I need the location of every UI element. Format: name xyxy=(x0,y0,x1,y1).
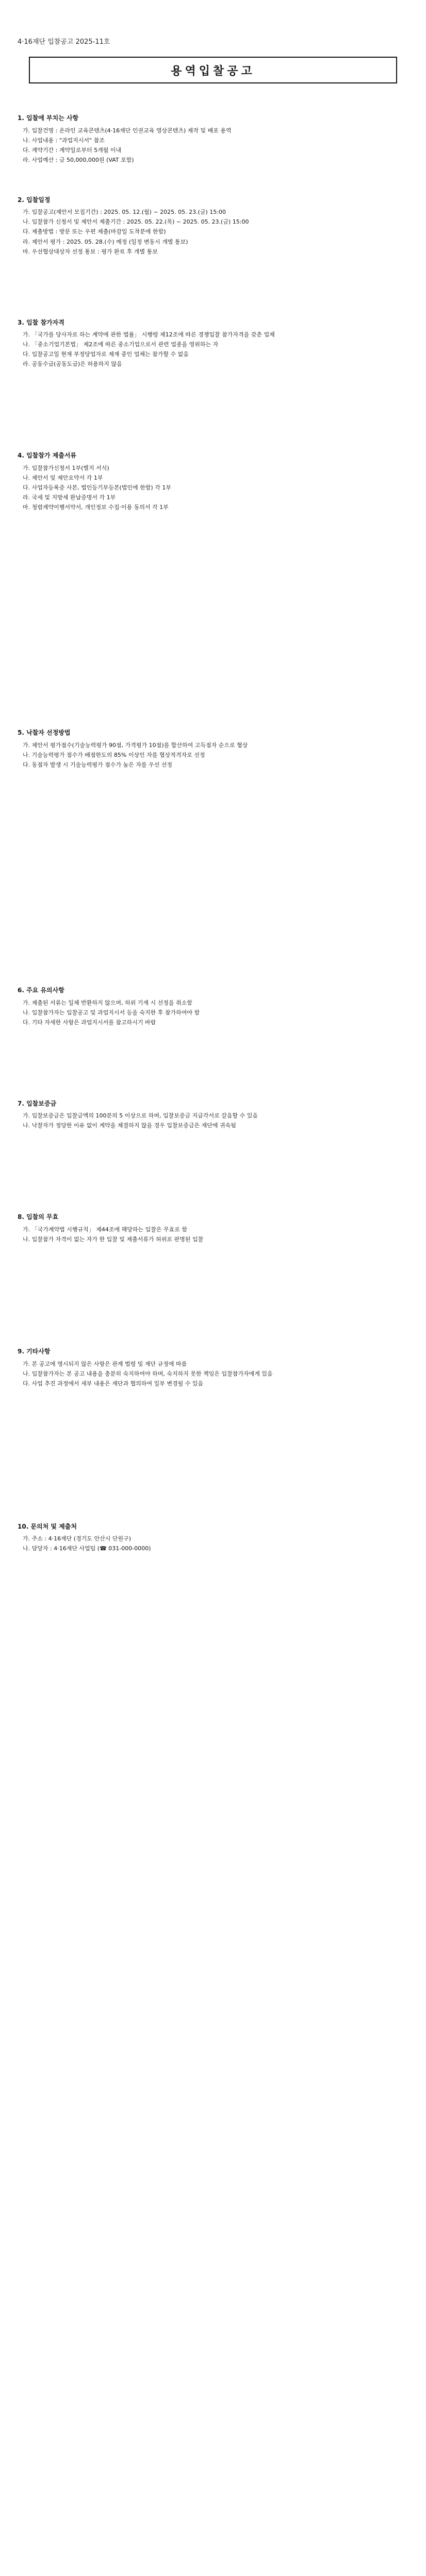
page-title: 용역입찰공고 xyxy=(171,64,255,78)
section-title: 10. 문의처 및 제출처 xyxy=(18,1522,77,1530)
section-title: 3. 입찰 참가자격 xyxy=(18,318,64,326)
section-line: 다. 제출방법 : 방문 또는 우편 제출(마감일 도착분에 한함) xyxy=(23,228,166,235)
section-line: 가. 제출된 서류는 일체 반환하지 않으며, 허위 기재 시 선정을 취소함 xyxy=(23,999,192,1006)
section-line: 가. 「국가계약법 시행규칙」 제44조에 해당하는 입찰은 무효로 함 xyxy=(23,1226,187,1233)
section-line: 라. 공동수급(공동도급)은 허용하지 않음 xyxy=(23,361,122,368)
section-line: 가. 입찰공고(제안서 모집기간) : 2025. 05. 12.(월) ~ 2025. 05. 23.(금) 15:00 xyxy=(23,209,226,216)
section-title: 4. 입찰참가 제출서류 xyxy=(18,452,77,460)
title-box xyxy=(29,57,397,83)
section-title: 2. 입찰일정 xyxy=(18,196,51,204)
section-title: 1. 입찰에 부치는 사항 xyxy=(18,114,79,122)
section-line: 나. 기술능력평가 점수가 배점한도의 85% 이상인 자를 협상적격자로 선정 xyxy=(23,751,205,758)
section-line: 다. 동점자 발생 시 기술능력평가 점수가 높은 자를 우선 선정 xyxy=(23,761,172,768)
section xyxy=(18,1522,408,1553)
section-line: 가. 입찰참가신청서 1부(별지 서식) xyxy=(23,464,109,471)
section-title: 5. 낙찰자 선정방법 xyxy=(18,729,71,737)
section xyxy=(18,318,408,369)
section-line: 나. 입찰참가자는 본 공고 내용을 충분히 숙지하여야 하며, 숙지하지 못한 책임은 입찰참가자에게 있음 xyxy=(23,1370,273,1377)
section-line: 다. 계약기간 : 계약일로부터 5개월 이내 xyxy=(23,146,122,154)
section-line: 다. 입찰공고일 현재 부정당업자로 제재 중인 업체는 참가할 수 없음 xyxy=(23,351,189,358)
section-line: 가. 주소 : 4·16재단 (경기도 안산시 단원구) xyxy=(23,1535,132,1543)
section-title: 9. 기타사항 xyxy=(18,1348,51,1355)
section xyxy=(18,1099,408,1130)
section xyxy=(18,986,408,1027)
section-line: 나. 사업내용 : "과업지시서" 참조 xyxy=(23,137,105,144)
notice-reference: 4·16재단 입찰공고 2025-11호 xyxy=(18,38,110,46)
section-line: 가. 입찰건명 : 온라인 교육콘텐츠(4·16재단 인권교육 영상콘텐츠) 제작 및 배포 용역 xyxy=(23,127,232,134)
section-title: 6. 주요 유의사항 xyxy=(18,986,64,994)
section-line: 마. 우선협상대상자 선정 통보 : 평가 완료 후 개별 통보 xyxy=(23,248,158,255)
section-line: 다. 사업 추진 과정에서 세부 내용은 재단과 협의하여 일부 변경될 수 있음 xyxy=(23,1380,204,1387)
section-line: 가. 제안서 평가점수(기술능력평가 90점, 가격평가 10점)를 합산하여 고득점자 순으로 협상 xyxy=(23,741,248,749)
section-line: 마. 청렴계약이행서약서, 개인정보 수집·이용 동의서 각 1부 xyxy=(23,504,169,511)
section xyxy=(18,451,408,512)
section xyxy=(18,1347,408,1388)
section-line: 가. 본 공고에 명시되지 않은 사항은 관계 법령 및 재단 규정에 따름 xyxy=(23,1360,187,1367)
section-line: 다. 사업자등록증 사본, 법인등기부등본(법인에 한함) 각 1부 xyxy=(23,484,171,492)
section-line: 가. 입찰보증금은 입찰금액의 100분의 5 이상으로 하며, 입찰보증금 지급각서로 갈음할 수 있음 xyxy=(23,1112,258,1120)
section-line: 나. 입찰참가 자격이 없는 자가 한 입찰 및 제출서류가 허위로 판명된 입찰 xyxy=(23,1236,204,1243)
section-line: 가. 「국가를 당사자로 하는 계약에 관한 법률」 시행령 제12조에 따른 경쟁입찰 참가자격을 갖춘 업체 xyxy=(23,331,275,338)
section-title: 7. 입찰보증금 xyxy=(18,1099,57,1107)
section-line: 다. 기타 자세한 사항은 과업지시서를 참고하시기 바람 xyxy=(23,1019,156,1026)
section-line: 라. 제안서 평가 : 2025. 05. 28.(수) 예정 (일정 변동시 개별 통보) xyxy=(23,238,188,245)
notice-body xyxy=(18,113,408,1666)
section xyxy=(18,1212,408,1244)
section xyxy=(18,113,408,164)
section-line: 나. 담당자 : 4·16재단 사업팀 (☎ 031-000-0000) xyxy=(23,1545,151,1552)
section-line: 나. 제안서 및 제안요약서 각 1부 xyxy=(23,474,103,482)
section-line: 나. 입찰참가 신청서 및 제안서 제출기간 : 2025. 05. 22.(목) ~ 2025. 05. 23.(금) 15:00 xyxy=(23,218,249,226)
section-line: 라. 사업예산 : 금 50,000,000원 (VAT 포함) xyxy=(23,156,134,163)
section-line: 나. 낙찰자가 정당한 이유 없이 계약을 체결하지 않을 경우 입찰보증금은 재단에 귀속됨 xyxy=(23,1122,236,1129)
section xyxy=(18,728,408,769)
section-line: 라. 국세 및 지방세 완납증명서 각 1부 xyxy=(23,494,116,501)
section-line: 나. 입찰참가자는 입찰공고 및 과업지시서 등을 숙지한 후 참가하여야 함 xyxy=(23,1009,200,1016)
section xyxy=(18,195,408,256)
section-title: 8. 입찰의 무효 xyxy=(18,1213,59,1221)
section-line: 나. 「중소기업기본법」 제2조에 따른 중소기업으로서 관련 업종을 영위하는 자 xyxy=(23,341,219,348)
